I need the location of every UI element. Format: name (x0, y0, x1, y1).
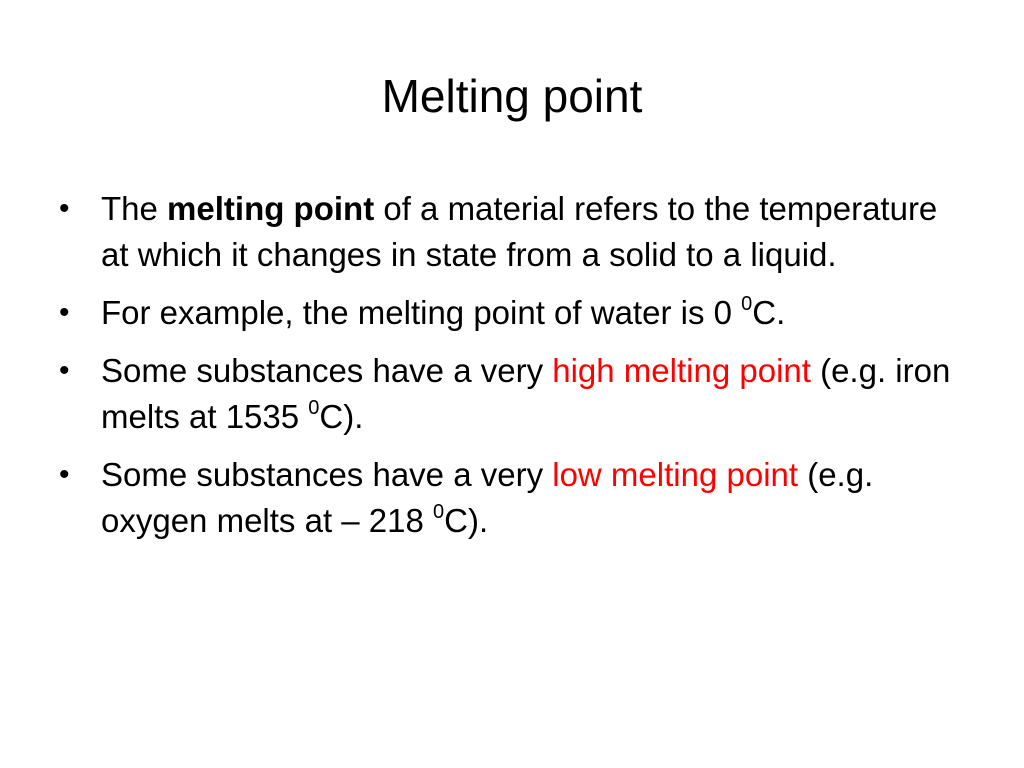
bullet-text: (e.g. iron melts at 1535 (101, 352, 951, 435)
degree-superscript: 0 (308, 397, 320, 419)
bullet-text: (e.g. oxygen melts at – 218 (101, 456, 874, 539)
bullet-text: C. (752, 294, 786, 331)
highlight-term: low melting point (552, 456, 799, 493)
bullet-list (55, 186, 960, 556)
bullet-item-high-melting (55, 348, 960, 440)
bullet-item-definition (55, 186, 960, 278)
bullet-text: For example, the melting point of water is 0 (101, 294, 742, 331)
bullet-text: Some substances have a very (101, 456, 553, 493)
slide-title: Melting point (381, 70, 643, 122)
bold-term: melting point (167, 190, 375, 227)
bullet-item-low-melting (55, 452, 960, 544)
bullet-text: C). (319, 398, 364, 435)
bullet-dot-icon: • (59, 192, 70, 225)
bullet-text: The (101, 190, 168, 227)
bullet-text: C). (444, 502, 489, 539)
bullet-dot-icon: • (59, 296, 70, 329)
bullet-text: of a material refers to the temperature at which it changes in state from a solid to a liquid. (101, 190, 938, 273)
bullet-dot-icon: • (59, 458, 70, 491)
degree-superscript: 0 (433, 501, 445, 523)
bullet-text: Some substances have a very (101, 352, 553, 389)
bullet-dot-icon: • (59, 354, 70, 387)
bullet-item-water-example (55, 290, 960, 336)
highlight-term: high melting point (552, 352, 811, 389)
degree-superscript: 0 (741, 293, 753, 315)
